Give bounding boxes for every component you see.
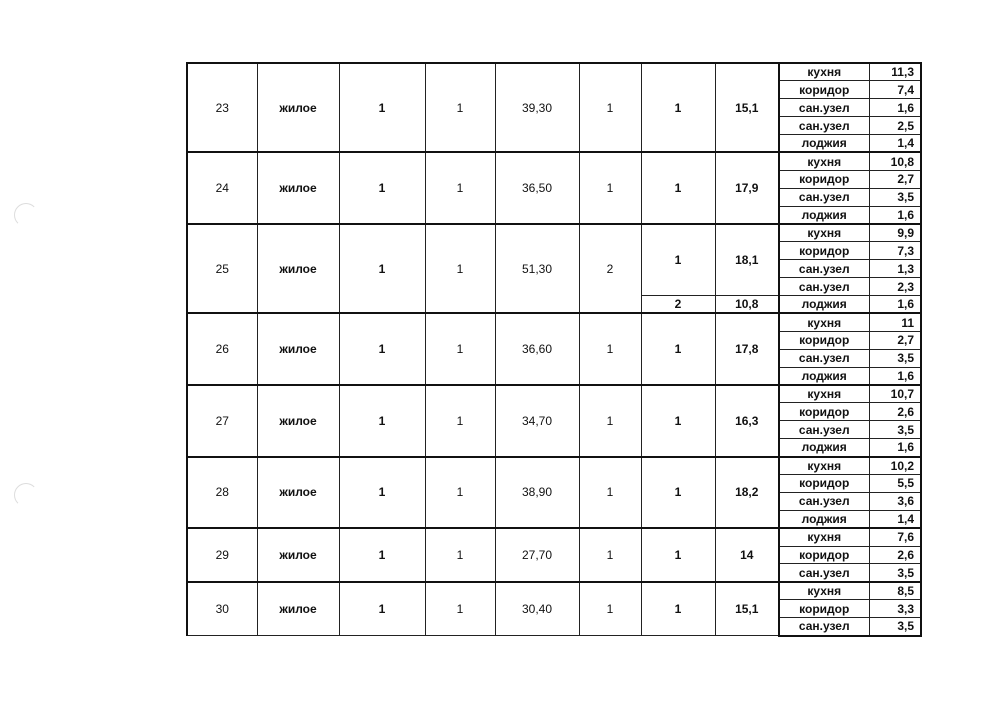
aux-room-name-cell: сан.узел (779, 260, 869, 278)
floor-cell: 1 (339, 63, 425, 152)
premise-type-cell: жилое (257, 457, 339, 529)
aux-room-area-cell: 1,4 (869, 510, 921, 528)
premise-type-cell: жилое (257, 385, 339, 457)
table-row (187, 63, 921, 81)
aux-room-name-cell: кухня (779, 457, 869, 475)
total-area-cell: 39,30 (495, 63, 579, 152)
aux-room-name-cell: лоджия (779, 510, 869, 528)
living-room-number-cell: 1 (641, 528, 715, 582)
living-room-number-cell: 1 (641, 385, 715, 457)
aux-room-area-cell: 11,3 (869, 63, 921, 81)
aux-room-area-cell: 3,5 (869, 188, 921, 206)
table-row (187, 224, 921, 242)
aux-room-area-cell: 2,7 (869, 170, 921, 188)
aux-room-name-cell: кухня (779, 385, 869, 403)
living-room-number-cell: 1 (641, 457, 715, 529)
apartment-number-cell: 29 (187, 528, 257, 582)
aux-room-name-cell: коридор (779, 331, 869, 349)
floor-cell: 1 (339, 385, 425, 457)
aux-room-area-cell: 1,3 (869, 260, 921, 278)
premise-type-cell: жилое (257, 313, 339, 385)
aux-room-name-cell: сан.узел (779, 188, 869, 206)
living-room-number-cell: 1 (641, 63, 715, 152)
aux-room-area-cell: 3,5 (869, 421, 921, 439)
rooms-count-cell: 1 (579, 385, 641, 457)
floor-cell: 1 (339, 528, 425, 582)
aux-room-name-cell: коридор (779, 600, 869, 618)
aux-room-name-cell: кухня (779, 582, 869, 600)
apartment-number-cell: 23 (187, 63, 257, 152)
apartment-number-cell: 24 (187, 152, 257, 224)
total-area-cell: 34,70 (495, 385, 579, 457)
living-room-area-cell: 16,3 (715, 385, 779, 457)
count-cell: 1 (425, 313, 495, 385)
living-room-area-cell: 15,1 (715, 63, 779, 152)
premise-type-cell: жилое (257, 63, 339, 152)
aux-room-area-cell: 3,5 (869, 564, 921, 582)
aux-room-name-cell: коридор (779, 242, 869, 260)
premise-type-cell: жилое (257, 582, 339, 636)
aux-room-name-cell: сан.узел (779, 99, 869, 117)
aux-room-area-cell: 1,4 (869, 135, 921, 153)
rooms-count-cell: 1 (579, 528, 641, 582)
apartment-number-cell: 28 (187, 457, 257, 529)
living-room-area-cell: 17,9 (715, 152, 779, 224)
living-room-area-cell: 17,8 (715, 313, 779, 385)
count-cell: 1 (425, 457, 495, 529)
count-cell: 1 (425, 582, 495, 636)
floor-cell: 1 (339, 224, 425, 313)
aux-room-area-cell: 2,5 (869, 117, 921, 135)
apartment-number-cell: 25 (187, 224, 257, 313)
floor-cell: 1 (339, 457, 425, 529)
living-room-number-cell: 1 (641, 152, 715, 224)
count-cell: 1 (425, 63, 495, 152)
aux-room-name-cell: сан.узел (779, 618, 869, 636)
aux-room-area-cell: 2,6 (869, 403, 921, 421)
aux-room-name-cell: сан.узел (779, 564, 869, 582)
aux-room-area-cell: 10,8 (869, 152, 921, 170)
living-room-number-cell: 2 (641, 296, 715, 314)
apartment-number-cell: 30 (187, 582, 257, 636)
floor-cell: 1 (339, 152, 425, 224)
aux-room-name-cell: сан.узел (779, 117, 869, 135)
premise-type-cell: жилое (257, 224, 339, 313)
aux-room-area-cell: 3,5 (869, 618, 921, 636)
aux-room-area-cell: 1,6 (869, 296, 921, 314)
rooms-count-cell: 1 (579, 582, 641, 636)
aux-room-area-cell: 1,6 (869, 439, 921, 457)
total-area-cell: 27,70 (495, 528, 579, 582)
aux-room-name-cell: сан.узел (779, 278, 869, 296)
aux-room-name-cell: лоджия (779, 439, 869, 457)
aux-room-name-cell: коридор (779, 403, 869, 421)
aux-room-area-cell: 7,6 (869, 528, 921, 546)
count-cell: 1 (425, 385, 495, 457)
living-room-area-cell: 14 (715, 528, 779, 582)
living-room-area-cell: 10,8 (715, 296, 779, 314)
punch-hole-mark (14, 203, 38, 227)
aux-room-area-cell: 1,6 (869, 99, 921, 117)
living-room-number-cell: 1 (641, 582, 715, 636)
table-row (187, 528, 921, 546)
aux-room-name-cell: коридор (779, 170, 869, 188)
aux-room-area-cell: 2,3 (869, 278, 921, 296)
table-row (187, 582, 921, 600)
premise-type-cell: жилое (257, 528, 339, 582)
aux-room-area-cell: 10,2 (869, 457, 921, 475)
aux-room-name-cell: сан.узел (779, 421, 869, 439)
table-row (187, 152, 921, 170)
rooms-count-cell: 1 (579, 313, 641, 385)
living-room-number-cell: 1 (641, 224, 715, 296)
table-row (187, 313, 921, 331)
aux-room-area-cell: 3,5 (869, 349, 921, 367)
rooms-count-cell: 1 (579, 63, 641, 152)
table-row (187, 385, 921, 403)
total-area-cell: 51,30 (495, 224, 579, 313)
aux-room-area-cell: 8,5 (869, 582, 921, 600)
aux-room-area-cell: 2,7 (869, 331, 921, 349)
total-area-cell: 36,60 (495, 313, 579, 385)
aux-room-area-cell: 2,6 (869, 546, 921, 564)
aux-room-area-cell: 10,7 (869, 385, 921, 403)
aux-room-name-cell: кухня (779, 313, 869, 331)
living-room-area-cell: 15,1 (715, 582, 779, 636)
aux-room-area-cell: 3,6 (869, 492, 921, 510)
aux-room-area-cell: 7,4 (869, 81, 921, 99)
count-cell: 1 (425, 152, 495, 224)
apartment-number-cell: 26 (187, 313, 257, 385)
aux-room-name-cell: сан.узел (779, 349, 869, 367)
aux-room-name-cell: лоджия (779, 367, 869, 385)
rooms-count-cell: 1 (579, 457, 641, 529)
aux-room-area-cell: 3,3 (869, 600, 921, 618)
aux-room-area-cell: 1,6 (869, 206, 921, 224)
premise-type-cell: жилое (257, 152, 339, 224)
aux-room-name-cell: лоджия (779, 135, 869, 153)
table-row (187, 457, 921, 475)
floor-cell: 1 (339, 582, 425, 636)
total-area-cell: 30,40 (495, 582, 579, 636)
total-area-cell: 38,90 (495, 457, 579, 529)
aux-room-area-cell: 1,6 (869, 367, 921, 385)
aux-room-name-cell: коридор (779, 546, 869, 564)
living-room-area-cell: 18,2 (715, 457, 779, 529)
living-room-area-cell: 18,1 (715, 224, 779, 296)
aux-room-area-cell: 7,3 (869, 242, 921, 260)
aux-room-name-cell: коридор (779, 474, 869, 492)
aux-room-name-cell: кухня (779, 152, 869, 170)
floor-cell: 1 (339, 313, 425, 385)
rooms-count-cell: 1 (579, 152, 641, 224)
count-cell: 1 (425, 528, 495, 582)
aux-room-area-cell: 11 (869, 313, 921, 331)
total-area-cell: 36,50 (495, 152, 579, 224)
count-cell: 1 (425, 224, 495, 313)
aux-room-name-cell: лоджия (779, 296, 869, 314)
aux-room-area-cell: 9,9 (869, 224, 921, 242)
living-room-number-cell: 1 (641, 313, 715, 385)
rooms-count-cell: 2 (579, 224, 641, 313)
aux-room-name-cell: кухня (779, 224, 869, 242)
aux-room-name-cell: коридор (779, 81, 869, 99)
aux-room-name-cell: кухня (779, 528, 869, 546)
aux-room-name-cell: лоджия (779, 206, 869, 224)
aux-room-name-cell: сан.узел (779, 492, 869, 510)
aux-room-area-cell: 5,5 (869, 474, 921, 492)
apartment-number-cell: 27 (187, 385, 257, 457)
aux-room-name-cell: кухня (779, 63, 869, 81)
apartments-table (186, 62, 922, 637)
punch-hole-mark (14, 483, 38, 507)
